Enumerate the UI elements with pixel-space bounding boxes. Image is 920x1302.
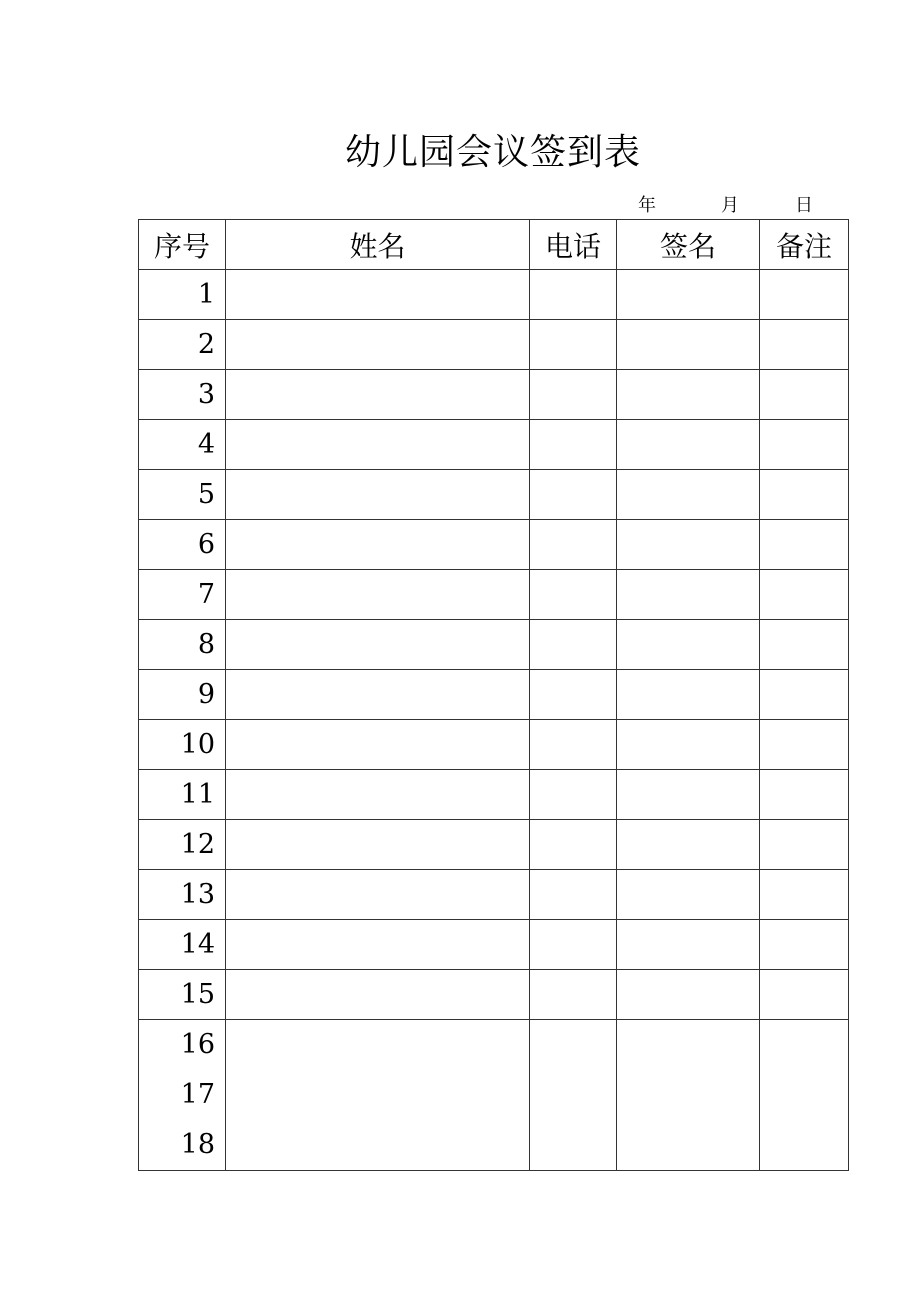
remark-cell[interactable] bbox=[760, 720, 849, 770]
row-number: 6 bbox=[139, 520, 226, 570]
table-row-merged bbox=[139, 1020, 849, 1171]
name-cell[interactable] bbox=[226, 670, 530, 720]
page-title: 幼儿园会议签到表 bbox=[344, 132, 641, 173]
signature-cell[interactable] bbox=[617, 920, 760, 970]
row-number: 13 bbox=[139, 870, 226, 920]
row-number: 12 bbox=[139, 820, 226, 870]
phone-cell[interactable] bbox=[530, 520, 617, 570]
phone-cell[interactable] bbox=[530, 570, 617, 620]
phone-cell[interactable] bbox=[530, 620, 617, 670]
remark-cell[interactable] bbox=[760, 320, 849, 370]
name-cell[interactable] bbox=[226, 720, 530, 770]
name-cell[interactable] bbox=[226, 270, 530, 320]
signature-cell[interactable] bbox=[617, 320, 760, 370]
remark-cell[interactable] bbox=[760, 570, 849, 620]
remark-cell[interactable] bbox=[760, 1020, 849, 1171]
phone-cell[interactable] bbox=[530, 420, 617, 470]
remark-cell[interactable] bbox=[760, 420, 849, 470]
row-number: 14 bbox=[139, 920, 226, 970]
name-cell[interactable] bbox=[226, 620, 530, 670]
remark-cell[interactable] bbox=[760, 970, 849, 1020]
name-cell[interactable] bbox=[226, 920, 530, 970]
row-number: 5 bbox=[139, 470, 226, 520]
row-number: 16 bbox=[180, 1029, 215, 1060]
table-row bbox=[139, 520, 849, 570]
table-row bbox=[139, 470, 849, 520]
table-row bbox=[139, 570, 849, 620]
phone-cell[interactable] bbox=[530, 770, 617, 820]
remark-cell[interactable] bbox=[760, 670, 849, 720]
table-row bbox=[139, 720, 849, 770]
table-row bbox=[139, 420, 849, 470]
row-number: 3 bbox=[139, 370, 226, 420]
table-row bbox=[139, 920, 849, 970]
signin-table bbox=[138, 219, 849, 1171]
signature-cell[interactable] bbox=[617, 820, 760, 870]
remark-cell[interactable] bbox=[760, 770, 849, 820]
remark-cell[interactable] bbox=[760, 520, 849, 570]
row-number-stack bbox=[139, 1020, 226, 1171]
name-cell[interactable] bbox=[226, 570, 530, 620]
phone-cell[interactable] bbox=[530, 820, 617, 870]
column-header-name: 姓名 bbox=[226, 220, 530, 270]
signature-cell[interactable] bbox=[617, 770, 760, 820]
signature-cell[interactable] bbox=[617, 1020, 760, 1171]
row-number: 7 bbox=[139, 570, 226, 620]
signature-cell[interactable] bbox=[617, 270, 760, 320]
phone-cell[interactable] bbox=[530, 920, 617, 970]
remark-cell[interactable] bbox=[760, 870, 849, 920]
row-number: 9 bbox=[139, 670, 226, 720]
date-year-label: 年 bbox=[638, 195, 656, 216]
column-header-remark: 备注 bbox=[760, 220, 849, 270]
name-cell[interactable] bbox=[226, 320, 530, 370]
name-cell[interactable] bbox=[226, 370, 530, 420]
name-cell[interactable] bbox=[226, 870, 530, 920]
table-row bbox=[139, 870, 849, 920]
row-number: 17 bbox=[180, 1079, 215, 1110]
row-number: 18 bbox=[180, 1129, 215, 1160]
phone-cell[interactable] bbox=[530, 1020, 617, 1171]
remark-cell[interactable] bbox=[760, 470, 849, 520]
column-header-signature: 签名 bbox=[617, 220, 760, 270]
table-row bbox=[139, 320, 849, 370]
signature-cell[interactable] bbox=[617, 420, 760, 470]
phone-cell[interactable] bbox=[530, 370, 617, 420]
name-cell[interactable] bbox=[226, 1020, 530, 1171]
phone-cell[interactable] bbox=[530, 870, 617, 920]
signature-cell[interactable] bbox=[617, 470, 760, 520]
signature-cell[interactable] bbox=[617, 670, 760, 720]
signature-cell[interactable] bbox=[617, 720, 760, 770]
date-month-label: 月 bbox=[721, 195, 739, 216]
name-cell[interactable] bbox=[226, 820, 530, 870]
table-row bbox=[139, 620, 849, 670]
phone-cell[interactable] bbox=[530, 720, 617, 770]
table-row bbox=[139, 670, 849, 720]
column-header-phone: 电话 bbox=[530, 220, 617, 270]
remark-cell[interactable] bbox=[760, 270, 849, 320]
signature-cell[interactable] bbox=[617, 620, 760, 670]
table-header-row bbox=[139, 220, 849, 270]
signature-cell[interactable] bbox=[617, 520, 760, 570]
phone-cell[interactable] bbox=[530, 970, 617, 1020]
remark-cell[interactable] bbox=[760, 620, 849, 670]
name-cell[interactable] bbox=[226, 770, 530, 820]
row-number: 10 bbox=[139, 720, 226, 770]
column-header-index: 序号 bbox=[139, 220, 226, 270]
row-number: 2 bbox=[139, 320, 226, 370]
table-row bbox=[139, 370, 849, 420]
phone-cell[interactable] bbox=[530, 270, 617, 320]
row-number: 15 bbox=[139, 970, 226, 1020]
signature-cell[interactable] bbox=[617, 570, 760, 620]
row-number: 1 bbox=[139, 270, 226, 320]
name-cell[interactable] bbox=[226, 420, 530, 470]
row-number: 4 bbox=[139, 420, 226, 470]
row-number: 11 bbox=[139, 770, 226, 820]
signature-cell[interactable] bbox=[617, 370, 760, 420]
row-number: 8 bbox=[139, 620, 226, 670]
table-row bbox=[139, 820, 849, 870]
table-row bbox=[139, 770, 849, 820]
table-row bbox=[139, 270, 849, 320]
date-day-label: 日 bbox=[795, 195, 813, 216]
signature-cell[interactable] bbox=[617, 970, 760, 1020]
name-cell[interactable] bbox=[226, 970, 530, 1020]
phone-cell[interactable] bbox=[530, 470, 617, 520]
name-cell[interactable] bbox=[226, 520, 530, 570]
table-body bbox=[139, 270, 849, 1171]
signature-cell[interactable] bbox=[617, 870, 760, 920]
name-cell[interactable] bbox=[226, 470, 530, 520]
remark-cell[interactable] bbox=[760, 370, 849, 420]
table-row bbox=[139, 970, 849, 1020]
phone-cell[interactable] bbox=[530, 670, 617, 720]
remark-cell[interactable] bbox=[760, 920, 849, 970]
remark-cell[interactable] bbox=[760, 820, 849, 870]
phone-cell[interactable] bbox=[530, 320, 617, 370]
